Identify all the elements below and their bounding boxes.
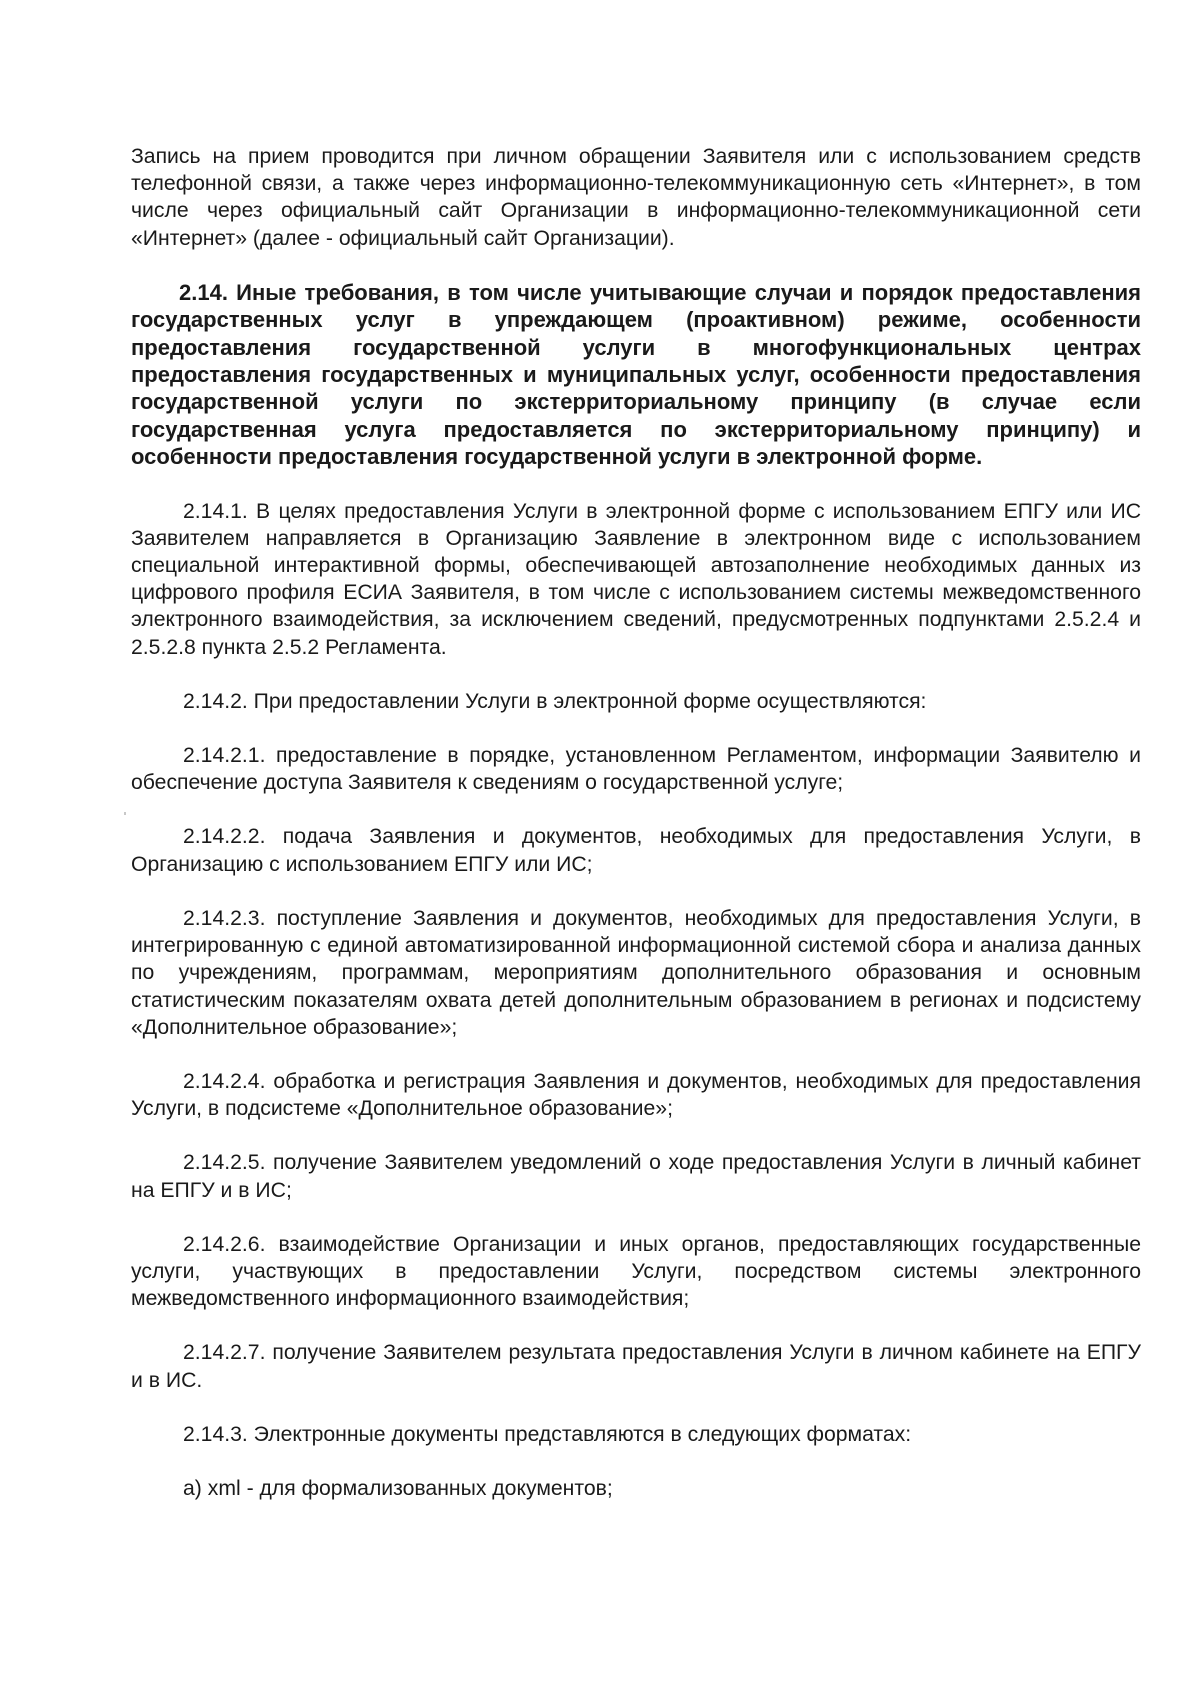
paragraph-2-14-2-4: 2.14.2.4. обработка и регистрация Заявления и документов, необходимых для предоставления Услуги, в подсистеме «Дополнительное образование»; xyxy=(131,1069,1141,1121)
paragraph-2-14-1: 2.14.1. В целях предоставления Услуги в электронной форме с использованием ЕПГУ или ИС Заявителем направляется в Организацию Заявление в электронном виде с использованием специальной интерактивной формы, обеспечивающей автозаполнение необходимых данных из цифрового профиля ЕСИА Заявителя, в том числе с использованием системы межведомственного электронного взаимодействия, за исключением сведений, предусмотренных подпунктами 2.5.2.4 и 2.5.2.8 пункта 2.5.2 Регламента. xyxy=(131,499,1141,659)
list-item-xml-format: а) xml - для формализованных документов; xyxy=(183,1476,613,1500)
section-heading-2-14: 2.14. Иные требования, в том числе учитывающие случаи и порядок предоставления государственных услуг в упреждающем (проактивном) режиме, особенности предоставления государственной услуги в многофункциональных центрах предоставления государственных и муниципальных услуг, особенности предоставления государственной услуги по экстерриториальному принципу (в случае если государственная услуга предоставляется по экстерриториальному принципу) и особенности предоставления государственной услуги в электронной форме. xyxy=(131,279,1141,470)
paragraph-2-14-2-1: 2.14.2.1. предоставление в порядке, установленном Регламентом, информации Заявителю и обеспечение доступа Заявителя к сведениям о государственной услуге; xyxy=(131,744,1141,795)
paragraph-2-14-2-3: 2.14.2.3. поступление Заявления и документов, необходимых для предоставления Услуги, в интегрированную с единой автоматизированной информационной системой сбора и анализа данных по учреждениям, программам, мероприятиям дополнительного образования и основным статистическим показателям охвата детей дополнительным образованием в регионах и подсистему «Дополнительное образование»; xyxy=(131,906,1141,1039)
paragraph-2-14-2: 2.14.2. При предоставлении Услуги в электронной форме осуществляются: xyxy=(183,689,927,713)
paragraph-appointment: Запись на прием проводится при личном обращении Заявителя или с использованием средств телефонной связи, а также через информационно-телекоммуникационную сеть «Интернет», в том числе через официальный сайт Организации в информационно-телекоммуникационной сети «Интернет» (далее - официальный сайт Организации). xyxy=(131,145,1141,250)
document-body xyxy=(131,143,1141,1502)
paragraph-2-14-2-6: 2.14.2.6. взаимодействие Организации и иных органов, предоставляющих государственные услуги, участвующих в предоставлении Услуги, посредством системы электронного межведомственного информационного взаимодействия; xyxy=(131,1232,1141,1311)
paragraph-2-14-2-7: 2.14.2.7. получение Заявителем результата предоставления Услуги в личном кабинете на ЕПГУ и в ИС. xyxy=(131,1341,1141,1392)
paragraph-2-14-3: 2.14.3. Электронные документы представляются в следующих форматах: xyxy=(183,1422,912,1446)
paragraph-2-14-2-5: 2.14.2.5. получение Заявителем уведомлений о ходе предоставления Услуги в личный кабинет на ЕПГУ и в ИС; xyxy=(131,1151,1141,1202)
paragraph-2-14-2-2: 2.14.2.2. подача Заявления и документов, необходимых для предоставления Услуги, в Организацию с использованием ЕПГУ или ИС; xyxy=(131,825,1141,876)
scan-artifact xyxy=(124,812,126,815)
